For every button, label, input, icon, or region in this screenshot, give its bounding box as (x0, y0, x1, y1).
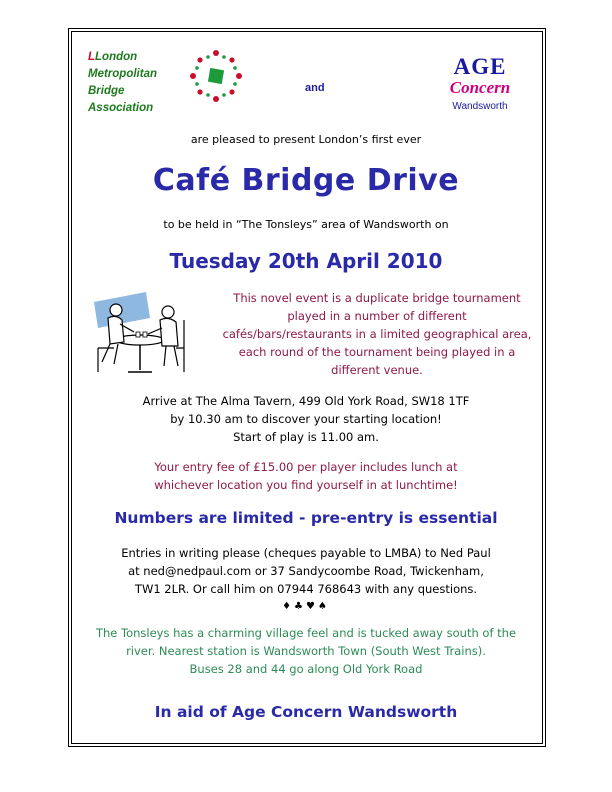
arrival-info (72, 392, 540, 446)
entry-line: TW1 2LR. Or call him on 07944 768643 with any questions. (134, 582, 478, 596)
event-date: Tuesday 20th April 2010 (169, 249, 443, 273)
age-concern-logo (440, 56, 520, 112)
lmba-logo-icon (188, 48, 244, 104)
limited-notice: Numbers are limited - pre-entry is essential (114, 509, 498, 527)
charity-footer: In aid of Age Concern Wandsworth (154, 703, 458, 721)
event-description (212, 289, 542, 379)
entry-line: at ned@nedpaul.com or 37 Sandycoombe Road, Twickenham, (128, 564, 484, 578)
lmba-line-1: London (95, 51, 138, 63)
fee-line: Your entry fee of £15.00 per player includes lunch at (154, 460, 458, 474)
lmba-line-2: Metropolitan (88, 68, 157, 80)
venue-text: to be held in “The Tonsleys” area of Wandsworth on (163, 218, 449, 231)
entry-instructions (72, 544, 540, 598)
age-concern-script: Concern (449, 78, 511, 97)
area-line: Buses 28 and 44 go along Old York Road (189, 662, 423, 676)
arrival-line: Start of play is 11.00 am. (233, 430, 379, 444)
description-line: This novel event is a duplicate bridge tournament (233, 291, 521, 305)
and-connector: and (305, 82, 325, 94)
event-title: Café Bridge Drive (152, 163, 460, 198)
description-line: cafés/bars/restaurants in a limited geographical area, (222, 327, 532, 341)
intro-text: are pleased to present London’s first ever (190, 133, 422, 146)
lmba-line-4: Association (88, 102, 154, 114)
entry-fee-info (72, 458, 540, 494)
cafe-illustration (88, 288, 192, 374)
arrival-line: by 10.30 am to discover your starting location! (170, 412, 442, 426)
description-line: different venue. (331, 363, 423, 377)
age-concern-place: Wandsworth (452, 101, 508, 112)
area-line: river. Nearest station is Wandsworth Town (South West Trains). (126, 644, 486, 658)
lmba-initial: L (88, 51, 96, 63)
lmba-logo-text (88, 49, 157, 117)
area-info (72, 624, 540, 678)
card-suits-divider: ♦♣♥♠ (282, 601, 330, 612)
description-line: played in a number of different (287, 309, 467, 323)
entry-line: Entries in writing please (cheques payable to LMBA) to Ned Paul (121, 546, 491, 560)
age-concern-title: AGE (453, 54, 507, 79)
fee-line: whichever location you find yourself in at lunchtime! (154, 478, 458, 492)
lmba-line-3: Bridge (88, 85, 125, 97)
arrival-line: Arrive at The Alma Tavern, 499 Old York Road, SW18 1TF (142, 394, 470, 408)
area-line: The Tonsleys has a charming village feel and is tucked away south of the (95, 626, 517, 640)
description-line: each round of the tournament being played in a (238, 345, 516, 359)
